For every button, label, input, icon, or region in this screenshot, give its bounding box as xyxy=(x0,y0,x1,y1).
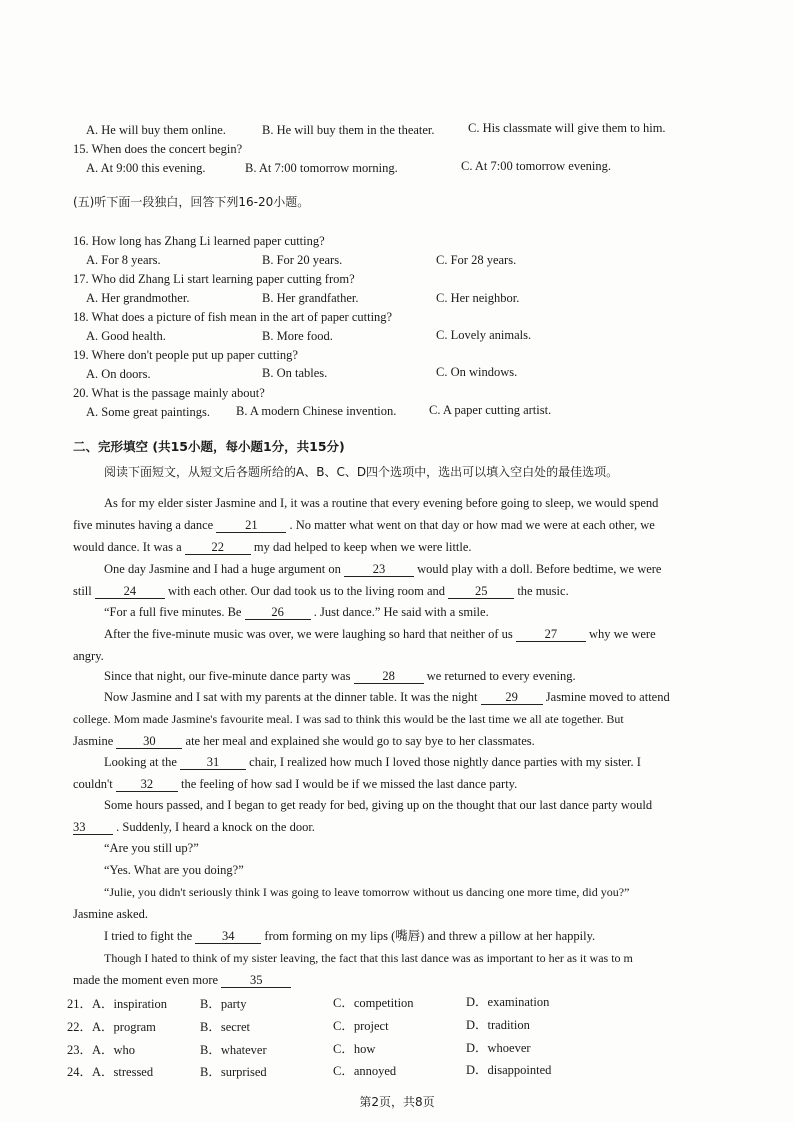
q19-option-a: A. On doors. xyxy=(86,367,151,381)
q24-option-a: 24．A．stressed xyxy=(67,1065,154,1079)
p3-line: “For a full five minutes. Be 26 . Just dance.” He said with a smile. xyxy=(104,605,489,619)
blank-32: 32 xyxy=(116,777,178,792)
p7-line-1: Looking at the 31 chair, I realized how much I loved those nightly dance parties with my sister. I xyxy=(104,755,641,769)
q14-option-a: A. He will buy them online. xyxy=(86,123,226,137)
q20-option-b: B. A modern Chinese invention. xyxy=(236,404,397,418)
dialogue-line-2: “Yes. What are you doing?” xyxy=(104,863,244,877)
q23-option-c: C．how xyxy=(333,1042,376,1056)
blank-21: 21 xyxy=(216,518,286,533)
q20-option-c: C. A paper cutting artist. xyxy=(429,403,552,417)
blank-31: 31 xyxy=(180,755,246,770)
q16-stem: 16. How long has Zhang Li learned paper cutting? xyxy=(73,234,325,248)
q15-stem: 15. When does the concert begin? xyxy=(73,142,243,156)
q14-option-c: C. His classmate will give them to him. xyxy=(468,121,666,135)
p2-line-1: One day Jasmine and I had a huge argument on 23 would play with a doll. Before bedtime, we were xyxy=(104,562,662,576)
blank-34: 34 xyxy=(195,929,261,944)
q14-option-b: B. He will buy them in the theater. xyxy=(262,123,435,137)
blank-26: 26 xyxy=(245,605,311,620)
q21-option-c: C．competition xyxy=(333,996,414,1010)
q24-option-b: B．surprised xyxy=(200,1065,267,1079)
p2-line-2: still 24 with each other. Our dad took us to the living room and 25 the music. xyxy=(73,584,569,598)
page-number: 第2页，共8页 xyxy=(359,1095,435,1109)
q19-option-c: C. On windows. xyxy=(436,365,518,379)
q18-stem: 18. What does a picture of fish mean in the art of paper cutting? xyxy=(73,310,393,324)
p1-line-2: five minutes having a dance 21 . No matter what went on that day or how mad we were at each other, we xyxy=(73,518,655,532)
q22-option-d: D．tradition xyxy=(466,1018,530,1032)
q16-option-b: B. For 20 years. xyxy=(262,253,343,267)
blank-28: 28 xyxy=(354,669,424,684)
p8-line-1: Some hours passed, and I began to get ready for bed, giving up on the thought that our last dance party would xyxy=(104,798,653,812)
p4-line-2: angry. xyxy=(73,649,104,663)
q23-option-a: 23．A．who xyxy=(67,1043,136,1057)
q15-option-c: C. At 7:00 tomorrow evening. xyxy=(461,159,611,173)
p1-line-3: would dance. It was a 22 my dad helped to keep when we were little. xyxy=(73,540,472,554)
q21-option-a: 21．A．inspiration xyxy=(67,997,167,1011)
p10-line-1: Though I hated to think of my sister leaving, the fact that this last dance was as important to her as it was to m xyxy=(104,951,633,965)
blank-30: 30 xyxy=(116,734,182,749)
q18-option-b: B. More food. xyxy=(262,329,333,343)
blank-27: 27 xyxy=(516,627,586,642)
dialogue-line-4: Jasmine asked. xyxy=(73,907,148,921)
q24-option-c: C．annoyed xyxy=(333,1064,397,1078)
blank-29: 29 xyxy=(481,690,543,705)
part-2-title: 二、完形填空 (共15小题，每小题1分，共15分) xyxy=(73,439,345,454)
dialogue-line-1: “Are you still up?” xyxy=(104,841,199,855)
blank-23: 23 xyxy=(344,562,414,577)
p6-line-2: college. Mom made Jasmine's favourite meal. I was sad to think this would be the last time we all ate together. But xyxy=(73,712,624,726)
q17-option-c: C. Her neighbor. xyxy=(436,291,520,305)
blank-33: 33 xyxy=(73,820,113,835)
blank-35: 35 xyxy=(221,973,291,988)
q17-option-a: A. Her grandmother. xyxy=(86,291,190,305)
p1-line-1: As for my elder sister Jasmine and I, it was a routine that every evening before going to sleep, we would spend xyxy=(104,496,659,510)
q24-option-d: D．disappointed xyxy=(466,1063,552,1077)
dialogue-line-3: “Julie, you didn't seriously think I was going to leave tomorrow without us dancing one more time, did you?” xyxy=(104,885,630,899)
p10-line-2: made the moment even more 35 xyxy=(73,972,291,988)
q23-option-d: D．whoever xyxy=(466,1041,531,1055)
q18-option-c: C. Lovely animals. xyxy=(436,328,532,342)
q20-stem: 20. What is the passage mainly about? xyxy=(73,386,265,400)
q17-stem: 17. Who did Zhang Li start learning paper cutting from? xyxy=(73,272,355,286)
p9-line: I tried to fight the 34 from forming on my lips (嘴唇) and threw a pillow at her happily. xyxy=(104,929,596,943)
blank-22: 22 xyxy=(185,540,251,555)
q16-option-c: C. For 28 years. xyxy=(436,253,517,267)
p4-line-1: After the five-minute music was over, we were laughing so hard that neither of us 27 why we were xyxy=(104,627,656,641)
q17-option-b: B. Her grandfather. xyxy=(262,291,359,305)
q20-option-a: A. Some great paintings. xyxy=(86,405,210,419)
part-2-instructions: 阅读下面短文，从短文后各题所给的A、B、C、D四个选项中，选出可以填入空白处的最佳选项。 xyxy=(104,465,619,479)
section-5-heading: (五)听下面一段独白，回答下列16-20小题。 xyxy=(73,195,310,209)
p5-line: Since that night, our five-minute dance party was 28 we returned to every evening. xyxy=(104,669,576,683)
q15-option-a: A. At 9:00 this evening. xyxy=(86,161,206,175)
blank-25: 25 xyxy=(448,584,514,599)
q21-option-b: B．party xyxy=(200,997,247,1011)
p6-line-1: Now Jasmine and I sat with my parents at the dinner table. It was the night 29 Jasmine moved to attend xyxy=(104,690,670,704)
q21-option-d: D．examination xyxy=(466,995,550,1009)
q19-option-b: B. On tables. xyxy=(262,366,328,380)
q16-option-a: A. For 8 years. xyxy=(86,253,161,267)
p6-line-3: Jasmine 30 ate her meal and explained she would go to say bye to her classmates. xyxy=(73,734,535,748)
q19-stem: 19. Where don't people put up paper cutting? xyxy=(73,348,298,362)
q23-option-b: B．whatever xyxy=(200,1043,267,1057)
q22-option-c: C．project xyxy=(333,1019,389,1033)
q22-option-a: 22．A．program xyxy=(67,1020,156,1034)
p7-line-2: couldn't 32 the feeling of how sad I would be if we missed the last dance party. xyxy=(73,777,518,791)
p8-line-2: 33 . Suddenly, I heard a knock on the door. xyxy=(73,820,315,834)
q15-option-b: B. At 7:00 tomorrow morning. xyxy=(245,161,398,175)
q22-option-b: B．secret xyxy=(200,1020,250,1034)
blank-24: 24 xyxy=(95,584,165,599)
q18-option-a: A. Good health. xyxy=(86,329,166,343)
